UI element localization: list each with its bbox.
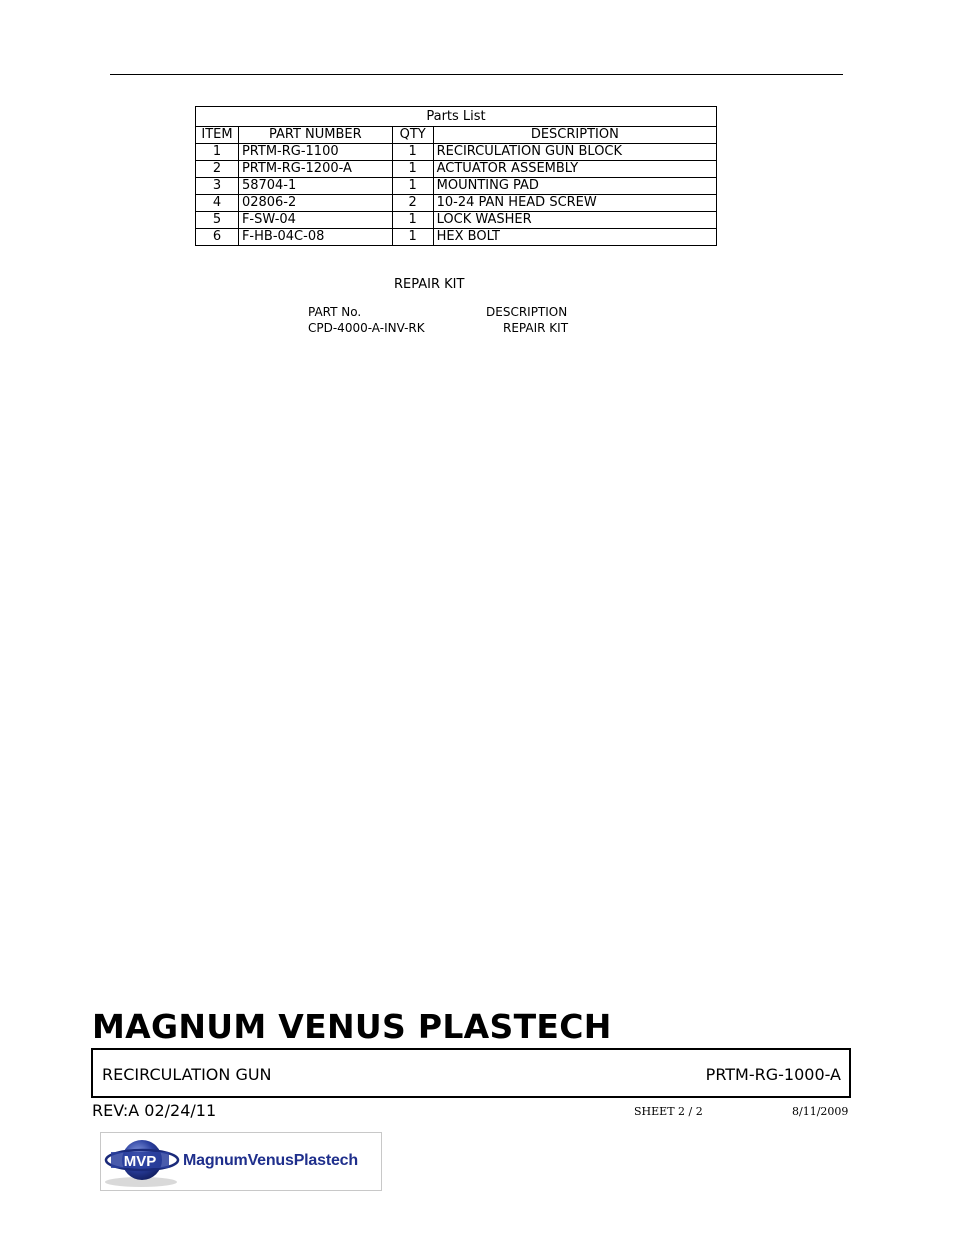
cell-part-number: 02806-2: [238, 195, 392, 212]
header-qty: QTY: [392, 127, 433, 144]
header-item: ITEM: [196, 127, 239, 144]
cell-description: ACTUATOR ASSEMBLY: [433, 161, 716, 178]
company-logo: [100, 1132, 382, 1191]
cell-description: RECIRCULATION GUN BLOCK: [433, 144, 716, 161]
parts-list-table: [195, 106, 717, 246]
table-row: [196, 178, 717, 195]
logo-badge-text: MVP: [123, 1153, 157, 1170]
cell-item: 5: [196, 212, 239, 229]
repair-kit-part-number: CPD-4000-A-INV-RK: [308, 321, 425, 335]
cell-part-number: F-SW-04: [238, 212, 392, 229]
cell-item: 3: [196, 178, 239, 195]
cell-qty: 1: [392, 178, 433, 195]
cell-qty: 1: [392, 229, 433, 246]
cell-description: MOUNTING PAD: [433, 178, 716, 195]
cell-description: HEX BOLT: [433, 229, 716, 246]
title-block-box: [91, 1048, 851, 1098]
cell-qty: 2: [392, 195, 433, 212]
cell-part-number: F-HB-04C-08: [238, 229, 392, 246]
header-part-number: PART NUMBER: [238, 127, 392, 144]
parts-list-caption: Parts List: [196, 107, 717, 127]
header-description: DESCRIPTION: [433, 127, 716, 144]
cell-part-number: 58704-1: [238, 178, 392, 195]
cell-item: 4: [196, 195, 239, 212]
cell-item: 2: [196, 161, 239, 178]
cell-qty: 1: [392, 212, 433, 229]
table-row: [196, 212, 717, 229]
repair-kit-description: REPAIR KIT: [503, 321, 569, 335]
drawing-date: 8/11/2009: [792, 1105, 849, 1118]
cell-description: 10-24 PAN HEAD SCREW: [433, 195, 716, 212]
cell-qty: 1: [392, 144, 433, 161]
cell-description: LOCK WASHER: [433, 212, 716, 229]
table-row: [196, 161, 717, 178]
header-rule: [110, 74, 843, 75]
table-row: [196, 229, 717, 246]
sheet-number: SHEET 2 / 2: [634, 1105, 703, 1118]
table-row: [196, 144, 717, 161]
drawing-number: PRTM-RG-1000-A: [705, 1065, 841, 1084]
cell-part-number: PRTM-RG-1200-A: [238, 161, 392, 178]
drawing-title: RECIRCULATION GUN: [102, 1065, 272, 1084]
logo-wordmark: MagnumVenusPlastech: [183, 1152, 358, 1169]
table-row: [196, 195, 717, 212]
company-name: MAGNUM VENUS PLASTECH: [92, 1007, 612, 1046]
cell-item: 1: [196, 144, 239, 161]
repair-kit-part-label: PART No.: [308, 305, 362, 319]
cell-qty: 1: [392, 161, 433, 178]
repair-kit-description-label: DESCRIPTION: [486, 305, 568, 319]
repair-kit-title: REPAIR KIT: [394, 277, 465, 292]
cell-item: 6: [196, 229, 239, 246]
revision-label: REV:A 02/24/11: [92, 1101, 217, 1120]
cell-part-number: PRTM-RG-1100: [238, 144, 392, 161]
